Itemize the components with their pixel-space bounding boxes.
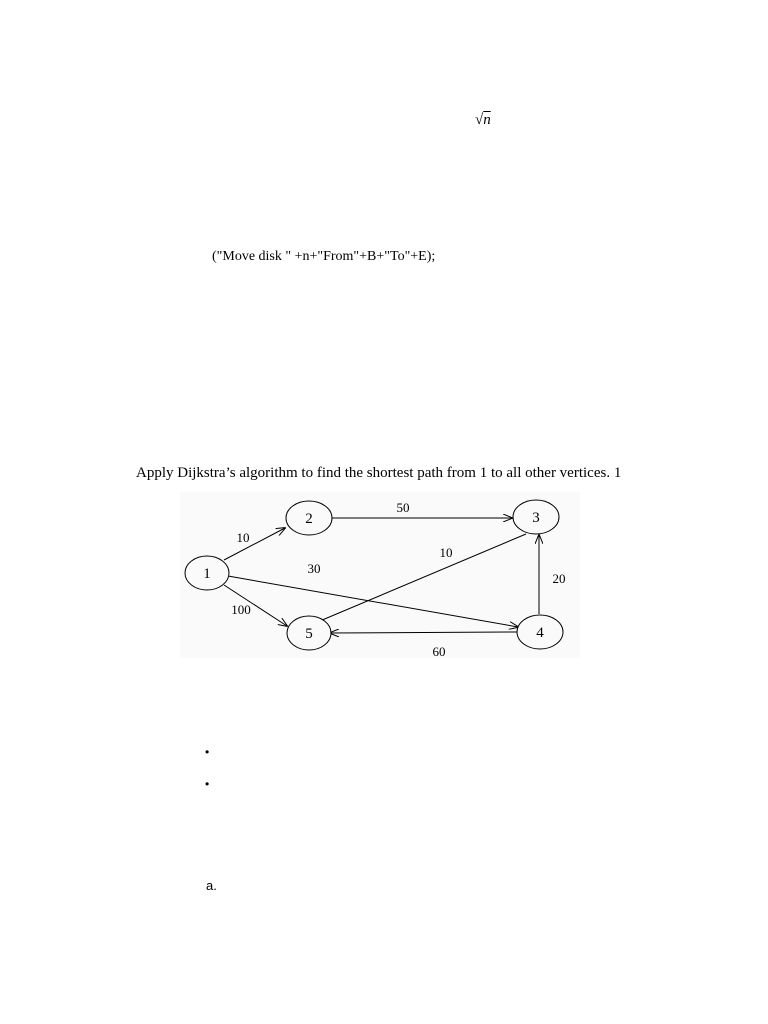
radicand: n	[483, 112, 491, 128]
bullet-item-2: •	[205, 777, 210, 791]
node-1	[185, 556, 229, 590]
node-4-label: 4	[536, 625, 544, 641]
node-4	[517, 615, 563, 649]
weight-3-5: 10	[439, 545, 453, 560]
node-3-label: 3	[532, 510, 540, 526]
node-2-label: 2	[305, 511, 313, 527]
weight-4-3: 20	[552, 571, 566, 586]
node-2	[286, 501, 332, 535]
dijkstra-question: Apply Dijkstra’s algorithm to find the shortest path from 1 to all other vertices. 1	[136, 465, 622, 481]
weight-1-4: 30	[307, 561, 321, 576]
node-5-label: 5	[305, 626, 313, 642]
bullet-item-1: •	[205, 745, 210, 759]
weight-1-2: 10	[236, 530, 250, 545]
weight-4-5: 60	[432, 644, 446, 658]
alpha-list-marker: a.	[206, 878, 217, 893]
node-3	[513, 500, 559, 534]
weight-1-5: 100	[231, 602, 251, 617]
node-5	[287, 616, 331, 650]
radical-sign: √	[475, 112, 484, 128]
move-disk-code-line: ("Move disk " +n+"From"+B+"To"+E);	[212, 249, 436, 264]
sqrt-n-expression	[475, 112, 491, 129]
dijkstra-graph-diagram	[180, 492, 580, 658]
node-1-label: 1	[203, 566, 211, 582]
weight-2-3: 50	[396, 500, 410, 515]
